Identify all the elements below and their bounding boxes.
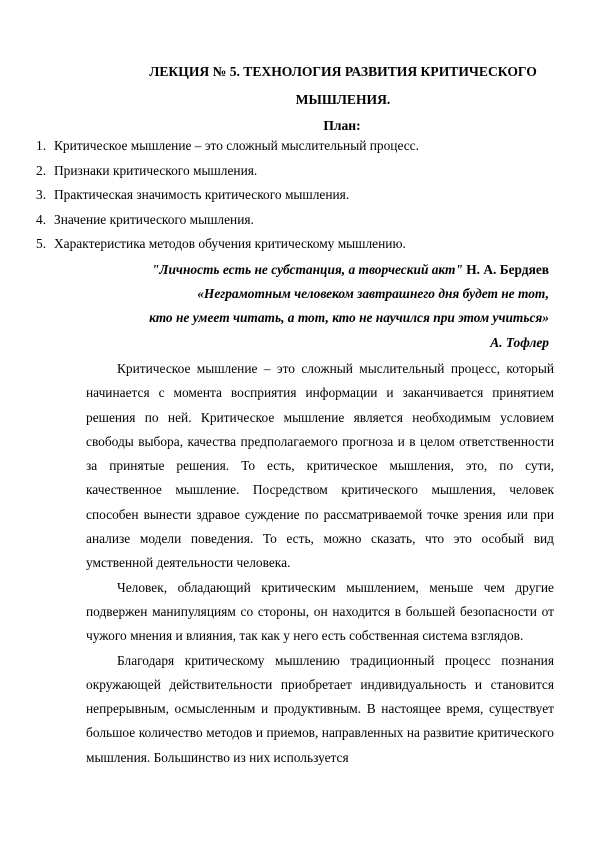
body-paragraph: Критическое мышление – это сложный мыслительный процесс, который начинается с момента восприятия информации и заканчивается принятием решения по ней. Критическое мышление является необходимым условием свободы выбора, качества предполагаемого прогноза и в целом ответственности за принятые решения. То есть, критическое мышления, это, по сути, качественное мышление. Посредством критического мышления, человек способен вынести здравое суждение по рассматриваемой точке зрения или при анализе модели поведения. То есть, можно сказать, что это особый вид умственной деятельности человека. [86, 361, 554, 571]
lecture-body [86, 357, 554, 770]
plan-item [36, 187, 566, 212]
body-paragraph: Человек, обладающий критическим мышлением, меньше чем другие подвержен манипуляциям со стороны, он находится в большей безопасности от чужого мнения и влияния, так как у него есть собственная система взглядов. [86, 579, 554, 644]
plan-item-text: Характеристика методов обучения критическому мышлению. [54, 236, 406, 251]
body-paragraph: Благодаря критическому мышлению традиционный процесс познания окружающей действительности приобретает индивидуальность и становится непрерывным, осмысленным и продуктивным. В настоящее время, существует большое количество методов и приемов, направленных на развитие критического мышления. Большинство из них используется [86, 652, 554, 765]
plan-item-text: Практическая значимость критического мышления. [54, 187, 350, 202]
plan-list [36, 138, 566, 261]
plan-item-number: 5. [36, 236, 47, 251]
plan-item [36, 236, 566, 261]
plan-item [36, 212, 566, 237]
epigraph-author: А. Тофлер [490, 334, 549, 350]
plan-item [36, 163, 566, 188]
lecture-title: ЛЕКЦИЯ № 5. ТЕХНОЛОГИЯ РАЗВИТИЯ КРИТИЧЕСКОГО МЫШЛЕНИЯ. [149, 64, 537, 107]
plan-heading: План: [323, 118, 361, 133]
epigraph-quote: "Личность есть не субстанция, а творческий акт" [151, 262, 463, 277]
epigraph-berdyaev [60, 262, 549, 286]
epigraphs [60, 262, 549, 359]
plan-item-text: Значение критического мышления. [54, 211, 254, 227]
plan-item-number: 2. [36, 162, 47, 178]
epigraph-toffler-line-2: кто не умеет читать, а тот, кто не научился при этом учиться» [149, 310, 549, 326]
plan-item-number: 3. [36, 187, 47, 202]
epigraph-author: Н. А. Бердяев [462, 262, 549, 277]
plan-item-text: Признаки критического мышления. [54, 162, 258, 178]
epigraph-toffler-line-1: «Неграмотным человеком завтрашнего дня будет не тот, [197, 286, 549, 302]
plan-item-number: 4. [36, 211, 47, 227]
plan-item-number: 1. [36, 138, 47, 153]
plan-item-text: Критическое мышление – это сложный мыслительный процесс. [54, 138, 419, 153]
plan-item [36, 138, 566, 163]
